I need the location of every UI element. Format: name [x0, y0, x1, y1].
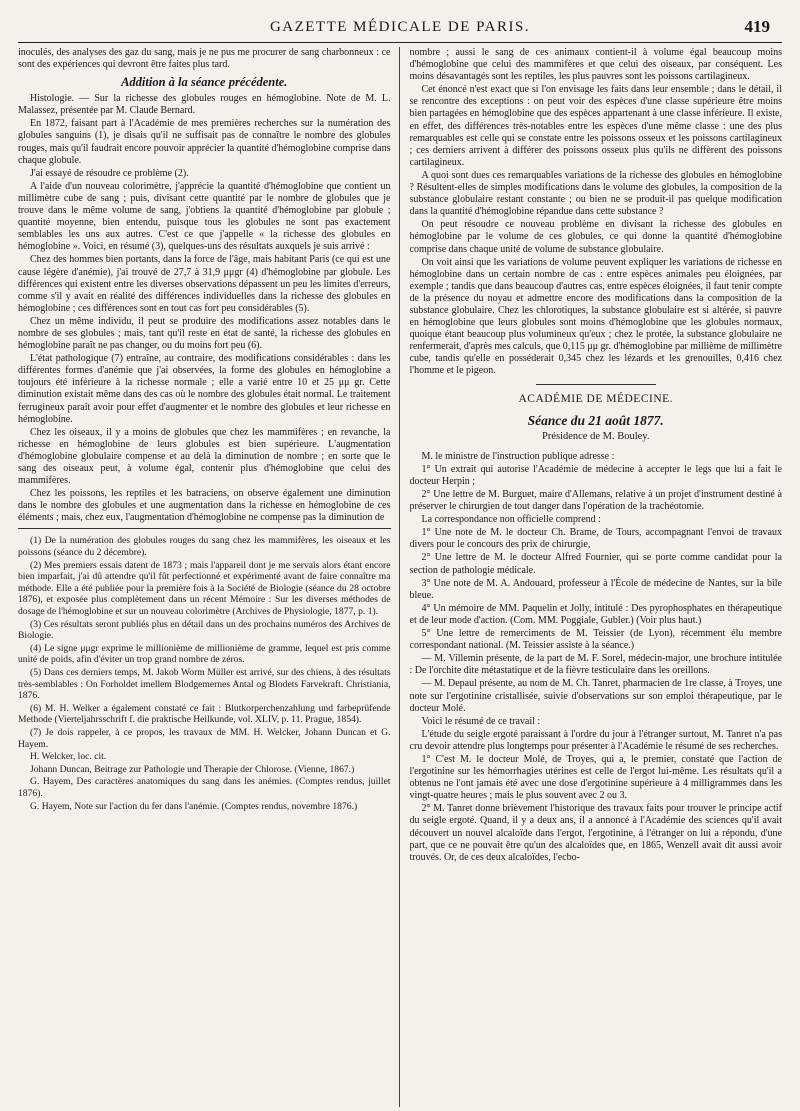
paragraph: A quoi sont dues ces remarquables variations de la richesse des globules en hémoglobine ? Résultent-elles de simples modifications dans le volume des globules, la composition de la substance globulaire restant constante ; ou bien ne se produit-il pas quelque modification dans la quantité d'hémoglobine répandue dans cette substance ?: [409, 169, 782, 218]
paragraph: 1° Un extrait qui autorise l'Académie de médecine à accepter le legs que lui a fait le docteur Herpin ;: [409, 463, 782, 487]
footnote-rule: [18, 528, 391, 529]
paragraph: M. le ministre de l'instruction publique adresse :: [421, 450, 615, 462]
paragraph: 3° Une note de M. A. Andouard, professeur à l'École de médecine de Nantes, sur la bile bleue.: [409, 577, 782, 601]
paragraph: 4° Un mémoire de MM. Paquelin et Jolly, intitulé : Des pyrophosphates en thérapeutique et de leur mode d'action. (Com. MM. Poggiale, Gubler.) (Voir plus haut.): [409, 602, 782, 626]
paragraph: — M. Depaul présente, au nom de M. Ch. Tanret, pharmacien de 1re classe, à Troyes, une note sur l'ergotinine cristallisée, suivie d'observations sur son emploi thérapeutique, par le docteur Molé.: [409, 678, 782, 714]
paragraph: A l'aide d'un nouveau colorimètre, j'apprécie la quantité d'hémoglobine que contient un millimètre cube de sang ; puis, divisant cette quantité par le nombre de globules que je trouve dans le même volume de sang, j'obtiens la quantité d'hémoglobine par globule ; quantité moyenne, bien entendu, puisque tous les globules ne sont pas exactement semblables les uns aux autres. C'est ce que j'appelle « la richesse des globules en hémoglobine ». Voici, en résumé (3), quelques-uns des résultats auxquels je suis arrivé :: [18, 180, 391, 253]
paragraph: On peut résoudre ce nouveau problème en divisant la richesse des globules en hémoglobine par le volume de ces globules, ce qui donne la quantité d'hémoglobine comprise dans chaque unité de volume de substance globulaire.: [409, 219, 782, 255]
page-header: [18, 14, 782, 40]
footnotes: [18, 535, 391, 812]
paragraph: Voici le résumé de ce travail :: [421, 715, 541, 727]
paragraph: Chez des hommes bien portants, dans la force de l'âge, mais habitant Paris (ce qui est une cause légère d'anémie), j'ai trouvé de 27,7 à 31,9 μμgr (4) d'hémoglobine par globule. Les différences qui existent entre les diverses observations dépassent un peu les limites d'erreurs, comme s'il y avait en réalité des différences individuelles dans la richesse des globules en hémoglobine ; ces différences sont en tout cas fort peu considérables (5).: [18, 254, 391, 314]
academy-heading: ACADÉMIE DE MÉDECINE.: [518, 392, 674, 405]
paragraph: nombre ; aussi le sang de ces animaux contient-il à volume égal beaucoup moins d'hémoglobine que celui des mammifères et que celui des oiseaux, par conséquent. Les moins désavantagés sont les reptiles, les plus pauvres sont les poissons cartilagineux.: [409, 47, 782, 83]
paragraph: La correspondance non officielle comprend :: [421, 514, 601, 526]
footnote: (6) M. H. Welker a également constaté ce fait : Blutkorperchenzahlung und farbeprüfende Methode (Vierteljahrsschrift f. die praktische Heilkunde, vol. XLIV, p. 11. Prague, 1854).: [18, 702, 391, 726]
paragraph: Cet énoncé n'est exact que si l'on envisage les faits dans leur ensemble ; dans le détail, il se rencontre des exceptions : on peut voir des espèces d'une classe supérieure être moins bien partagées en hémoglobine que des espèces appartenant à une classe inférieure. Il existe, en effet, des différences très-notables entre les espèces d'une même classe : une des plus remarquables est celle qui se constate entre les poissons osseux et les poissons cartilagineux ; ces derniers arrivent à différer des poissons osseux plus qu'ils ne diffèrent des poissons cartilagineux.: [409, 84, 782, 168]
right-column: [410, 47, 783, 1107]
paragraph: Chez les poissons, les reptiles et les batraciens, on observe également une diminution dans le nombre des globules et une augmentation dans la richesse en hémoglobine de ces éléments ; mais, chez eux, l'augmentation d'hémoglobine ne compense pas la diminution de: [18, 488, 391, 524]
section-divider: [536, 384, 656, 385]
paragraph: 2° M. Tanret donne brièvement l'historique des travaux faits pour trouver le principe actif du seigle ergoté. Quand, il y a deux ans, il a annoncé à l'Académie des sciences qu'il avait découvert un nouvel alcaloïde dans l'ergot, l'ergotinine, à l'étranger on lui a répondu, d'une part, que ce ne pouvait être qu'un des alcaloïdes que, en 1865, Wenzell avait dit aussi avoir trouvés. Or, de ces deux alcaloïdes, l'ecbo-: [409, 803, 782, 863]
left-column: [18, 47, 400, 1107]
footnote: (4) Le signe μμgr exprime le millionième de millionième de gramme, lequel est pris comme unité de poids, afin d'éviter un trop grand nombre de zéros.: [18, 642, 391, 666]
footnote: (7) Je dois rappeler, à ce propos, les travaux de MM. H. Welcker, Johann Duncan et G. Hayem.: [18, 726, 391, 750]
paragraph: J'ai essayé de résoudre ce problème (2).: [30, 167, 189, 179]
paragraph: — M. Villemin présente, de la part de M. F. Sorel, médecin-major, une brochure intitulée : De l'orchite dite métastatique et de la fièvre testiculaire dans les oreillons.: [409, 653, 782, 677]
footnote: (5) Dans ces derniers temps, M. Jakob Worm Müller est arrivé, sur des chiens, à des résultats très-semblables : On Forholdet imellem Blodgemernes Antal og Blodets Farvekraft. Christiania, 1876.: [18, 667, 391, 702]
footnote: (3) Ces résultats seront publiés plus en détail dans un des prochains numéros des Archives de Biologie.: [18, 618, 391, 642]
paragraph: Chez les oiseaux, il y a moins de globules que chez les mammifères ; en revanche, la richesse en hémoglobine de leurs globules est bien supérieure. L'augmentation d'hémoglobine globulaire compense et au delà la diminution de nombre ; en sorte que le sang des oiseaux peut, à volume égal, contenir plus d'hémoglobine que celui des mammifères.: [18, 426, 391, 487]
presidence-line: Présidence de M. Bouley.: [541, 430, 650, 442]
footnote: (1) De la numération des globules rouges du sang chez les mammifères, les oiseaux et les poissons (séance du 2 décembre).: [18, 535, 391, 559]
header-rule: [18, 42, 782, 43]
paragraph: L'état pathologique (7) entraîne, au contraire, des modifications considérables : dans les différentes formes d'anémie que j'ai observées, la forme des globules en hémoglobine a toujours été inférieure à la richesse normale ; elle a varié entre 10 et 25 μμ gr. Cette diminution existait même dans des cas où le nombre des globules était normal. Le traitement ferrugineux paraît avoir pour effet d'augmenter et le nombre des globules et leur richesse en hémoglobine.: [18, 353, 391, 425]
footnote: Johann Duncan, Beitrage zur Pathologie und Therapie der Chlorose. (Vienne, 1867.): [30, 763, 355, 775]
seance-heading: Séance du 21 août 1877.: [527, 412, 664, 428]
paragraph: On voit ainsi que les variations de volume peuvent expliquer les variations de richesse en hémoglobine dans un certain nombre de cas : entre espèces animales peu éloignées, par exemple ; tandis que dans beaucoup d'autres cas, entre espèces éloignées, il faut tenir compte de la présence du noyau et admettre encore des modifications dans la composition de la substance globulaire. Chez les chlorotiques, la substance globulaire est si altérée, si pauvre en hémoglobine que leurs globules sont moins d'hémoglobine que les globules normaux, quoique étant beaucoup plus volumineux qu'eux ; chez le protée, la substance globulaire ne renfermerait, d'après mes calculs, que 0,115 μμ gr. d'hémoglobine par millième de millimètre cube, tandis qu'elle en posséderait 0,345 chez les lézards et les grenouilles, 0,416 chez l'homme et le pigeon.: [409, 256, 782, 377]
paragraph: Chez un même individu, il peut se produire des modifications assez notables dans le nombre de ses globules ; mais, tant qu'il reste en état de santé, la richesse des globules en hémoglobine paraît ne pas changer, ou du moins fort peu (6).: [18, 315, 391, 352]
footnote: (2) Mes premiers essais datent de 1873 ; mais l'appareil dont je me servais alors étant encore bien imparfait, j'ai dû attendre qu'il fût perfectionné et expérimenté avant de faire connaître ma méthode. Elle a été publiée pour la première fois à la Société de Biologie (séance du 28 octobre 1876), et exposée plus complètement dans un récent Mémoire : Sur les diverses méthodes de dosage de l'hémoglobine et sur un nouveau colorimètre (Archives de Physiologie, 1877, p. 1).: [18, 559, 391, 618]
footnote: G. Hayem, Note sur l'action du fer dans l'anémie. (Comptes rendus, novembre 1876.): [30, 800, 358, 812]
page-number: 419: [744, 17, 770, 36]
article-intro: Histologie. — Sur la richesse des globules rouges en hémoglobine. Note de M. L. Malassez, présentée par M. Claude Bernard.: [18, 93, 391, 117]
paragraph: 2° Une lettre de M. le docteur Alfred Fournier, qui se porte comme candidat pour la section de pathologie médicale.: [409, 552, 782, 576]
paragraph: 1° Une note de M. le docteur Ch. Brame, de Tours, accompagnant l'envoi de travaux divers pour le concours des prix de chirurgie,: [409, 527, 782, 551]
paragraph: inoculés, des analyses des gaz du sang, mais je ne pus me procurer de sang charbonneux : ce sont des expériences qui devront être faites plus tard.: [18, 47, 391, 71]
paragraph: 1° C'est M. le docteur Molé, de Troyes, qui a, le premier, constaté que l'action de l'ergotinine sur les hémorrhagies utérines est celle de l'ergot lui-même. Les résultats qu'il a obtenus ne l'ont jamais été avec une dose d'ergotinine supérieure à 4 milligrammes dans les vingt-quatre heures ; mais le plus souvent avec 2 ou 3.: [409, 753, 782, 802]
paragraph: L'étude du seigle ergoté paraissant à l'ordre du jour à l'étranger surtout, M. Tanret n'a pas cru devoir attendre plus longtemps pour présenter à l'Académie le résumé de ses recherches.: [409, 728, 782, 752]
section-heading: Addition à la séance précédente.: [121, 75, 288, 90]
footnote: G. Hayem, Des caractères anatomiques du sang dans les anémies. (Comptes rendus, juillet 1876).: [18, 776, 391, 799]
footnote: H. Welcker, loc. cit.: [30, 751, 107, 763]
paragraph: En 1872, faisant part à l'Académie de mes premières recherches sur la numération des globules sanguins (1), je disais qu'il ne suffisait pas de connaître le nombre des globules rouges, mais qu'il faudrait encore pouvoir apprécier la quantité d'hémoglobine comprise dans chaque globule.: [18, 118, 391, 166]
paragraph: 2° Une lettre de M. Burguet, maire d'Allemans, relative à un projet d'instrument destiné à préserver le chirurgien de tout danger dans l'opération de la trachéotomie.: [409, 489, 782, 513]
paragraph: 5° Une lettre de remerciments de M. Teissier (de Lyon), récemment élu membre correspondant national. (M. Teissier assiste à la séance.): [409, 628, 782, 652]
journal-title: GAZETTE MÉDICALE DE PARIS.: [269, 19, 531, 35]
